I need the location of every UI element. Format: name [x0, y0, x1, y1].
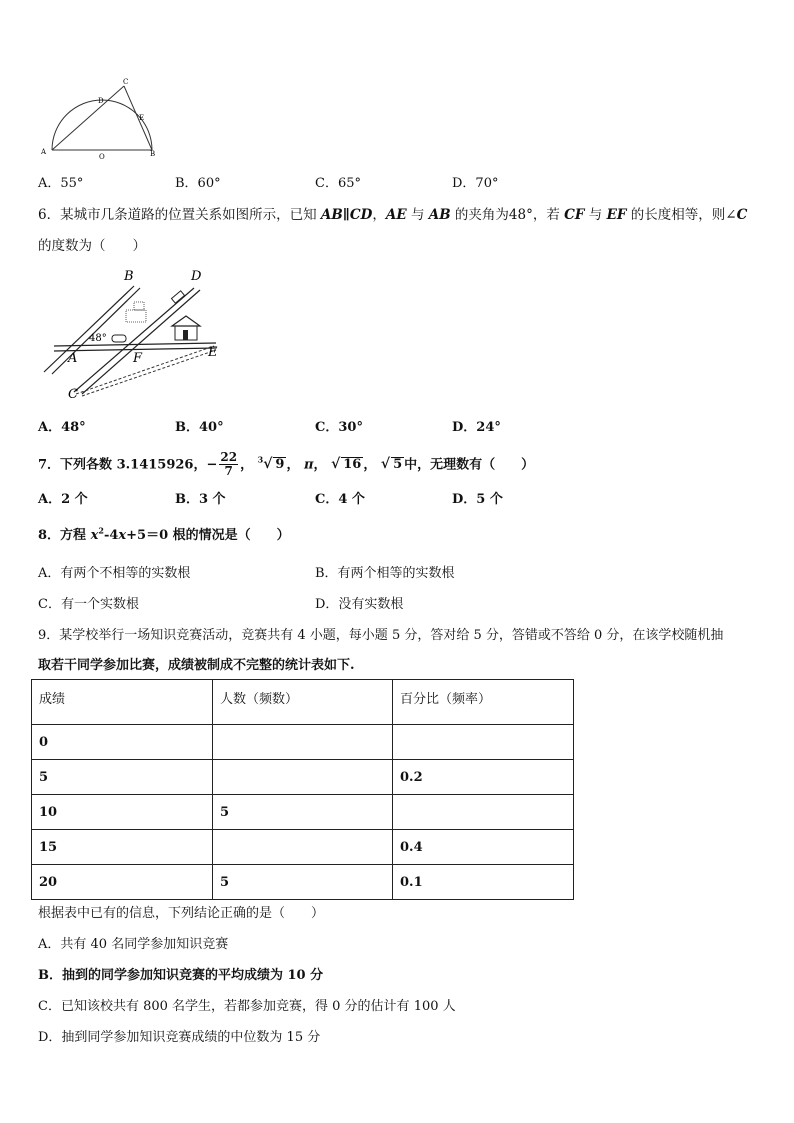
q7-option-d[interactable]: D．5 个 — [452, 492, 503, 507]
label-e: E — [139, 114, 145, 122]
label-a: A — [41, 148, 47, 156]
q8-option-b[interactable]: B．有两个相等的实数根 — [315, 566, 455, 581]
table-cell: 0 — [32, 725, 213, 760]
score-table — [31, 679, 574, 900]
q5-options — [38, 172, 758, 192]
label-angle: 48° — [89, 333, 107, 344]
q6-options — [38, 416, 758, 436]
q5-option-d[interactable]: D．70° — [452, 176, 499, 191]
q8-option-d[interactable]: D．没有实数根 — [315, 597, 404, 612]
label-a: A — [68, 351, 78, 366]
q8-option-a[interactable]: A．有两个不相等的实数根 — [38, 566, 191, 581]
fraction-22-7: $\frac{22}{7}$ — [220, 450, 238, 479]
q6-option-d[interactable]: D．24° — [452, 420, 501, 435]
table-cell: 5 — [32, 760, 213, 795]
table-cell: 10 — [32, 795, 213, 830]
table-header: 成绩 — [32, 680, 213, 725]
label-b: B — [150, 150, 156, 158]
q8-option-c[interactable]: C．有一个实数根 — [38, 597, 139, 612]
line-cb — [124, 86, 152, 150]
house-icon — [172, 316, 200, 340]
q9-option-b[interactable]: B．抽到的同学参加知识竞赛的平均成绩为 10 分 — [38, 968, 324, 983]
table-cell — [213, 725, 393, 760]
table-cell: 15 — [32, 830, 213, 865]
q5-option-a[interactable]: A．55° — [38, 176, 84, 191]
q9-prompt: 根据表中已有的信息，下列结论正确的是（ ） — [38, 906, 325, 921]
q6-option-c[interactable]: C．30° — [315, 420, 363, 435]
label-o: O — [99, 153, 105, 161]
label-c: C — [68, 387, 78, 402]
label-d: D — [98, 97, 104, 105]
square-root-5: √ 5 — [380, 456, 403, 473]
car-icon — [112, 335, 126, 342]
q7-options — [38, 488, 758, 508]
table-cell: 0.4 — [393, 830, 574, 865]
q9-question-line1: 9．某学校举行一场知识竞赛活动，竞赛共有 4 小题，每小题 5 分，答对给 5 分，答错或不答给 0 分，在该学校随机抽 — [38, 628, 724, 643]
q9-option-a[interactable]: A．共有 40 名同学参加知识竞赛 — [38, 937, 229, 952]
label-f: F — [133, 351, 143, 366]
q8-options-row1 — [38, 562, 758, 582]
label-e: E — [208, 345, 218, 360]
table-cell: 5 — [213, 795, 393, 830]
table-header-row — [32, 680, 574, 725]
q5-option-c[interactable]: C．65° — [315, 176, 361, 191]
table-row — [32, 760, 574, 795]
q8-options-row2 — [38, 593, 758, 613]
cube-root: $^3$√ 9 — [257, 455, 285, 473]
table-cell — [393, 725, 574, 760]
line-ac — [52, 86, 124, 150]
label-b: B — [124, 269, 134, 284]
table-row — [32, 865, 574, 900]
table-cell — [213, 760, 393, 795]
table-cell: 20 — [32, 865, 213, 900]
table-cell: 0.2 — [393, 760, 574, 795]
q6-option-a[interactable]: A．48° — [38, 420, 86, 435]
q5-figure — [36, 76, 166, 164]
q6-question: 6．某城市几条道路的位置关系如图所示，已知 AB∥CD，AE 与 AB 的夹角为48°，若 CF 与 EF 的长度相等，则∠C 的度数为（ ） — [38, 207, 748, 254]
q5-option-b[interactable]: B．60° — [175, 176, 221, 191]
table-header: 人数（频数） — [213, 680, 393, 725]
table-cell: 0.1 — [393, 865, 574, 900]
semicircle-arc — [52, 100, 152, 150]
table-cell — [213, 830, 393, 865]
table-cell: 5 — [213, 865, 393, 900]
sign-icon — [171, 291, 184, 303]
q9-option-c[interactable]: C．已知该校共有 800 名学生，若都参加竞赛，得 0 分的估计有 100 人 — [38, 999, 456, 1014]
q7-option-b[interactable]: B．3 个 — [175, 492, 226, 507]
label-c: C — [123, 78, 129, 86]
q6-option-b[interactable]: B．40° — [175, 420, 224, 435]
table-row — [32, 795, 574, 830]
q8-question: 8．方程 $x^2-4x+5=0$ 根的情况是（ ） — [38, 525, 290, 543]
q7-option-c[interactable]: C．4 个 — [315, 492, 365, 507]
building-icon — [126, 302, 146, 322]
q9-option-d[interactable]: D．抽到同学参加知识竞赛成绩的中位数为 15 分 — [38, 1030, 321, 1045]
q7-option-a[interactable]: A．2 个 — [38, 492, 88, 507]
table-cell — [393, 795, 574, 830]
table-row — [32, 830, 574, 865]
table-header: 百分比（频率） — [393, 680, 574, 725]
table-row — [32, 725, 574, 760]
square-root-16: √ 16 — [331, 456, 362, 473]
q7-question: 7．下列各数 3.1415926，− $\frac{22}{7}$ ， $^3$√ 9 ， π， √ 16 ， √ 5 中，无理数有（ ） — [38, 450, 535, 479]
label-d: D — [191, 269, 202, 284]
q9-question-line2: 取若干同学参加比赛，成绩被制成不完整的统计表如下. — [38, 658, 355, 673]
q6-figure — [36, 264, 226, 404]
